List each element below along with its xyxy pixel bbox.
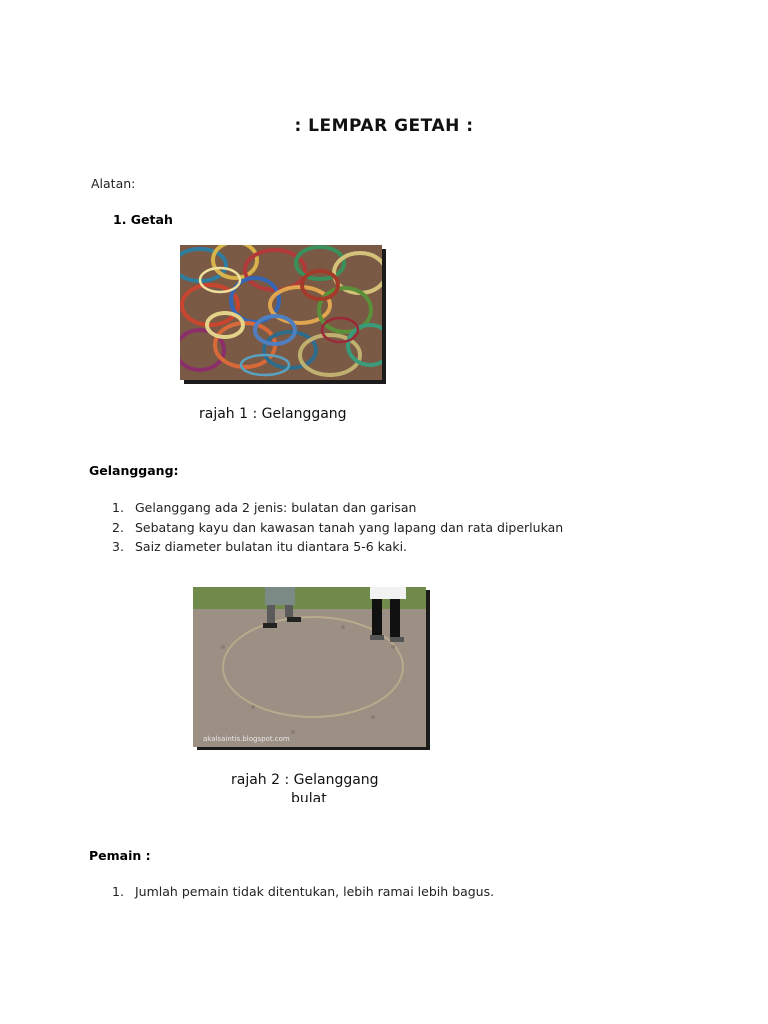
caption-rajah-1: rajah 1 : Gelanggang (199, 406, 347, 422)
pemain-heading: Pemain : (89, 848, 151, 863)
list-item: 1. Jumlah pemain tidak ditentukan, lebih ramai lebih bagus. (112, 884, 495, 899)
caption-rajah-2: rajah 2 : Gelanggang (231, 772, 379, 788)
caption-rajah-2-line2-clip (291, 791, 371, 802)
photo-watermark: akalsaintis.blogspot.com (203, 735, 290, 743)
page-title: : LEMPAR GETAH : (294, 116, 474, 136)
gelanggang-list (112, 498, 563, 557)
rubber-bands-photo (180, 245, 382, 380)
list-item: 1. Gelanggang ada 2 jenis: bulatan dan garisan (112, 500, 417, 515)
court-photo (193, 587, 426, 747)
caption-rajah-2-line2: bulat (291, 791, 327, 802)
gelanggang-heading: Gelanggang: (89, 463, 179, 478)
item-getah: 1. Getah (113, 212, 173, 227)
alatan-label: Alatan: (91, 176, 136, 191)
list-item: 2. Sebatang kayu dan kawasan tanah yang lapang dan rata diperlukan (112, 519, 564, 535)
list-item: 3. Saiz diameter bulatan itu diantara 5-6 kaki. (112, 539, 408, 554)
pemain-list (112, 882, 494, 902)
